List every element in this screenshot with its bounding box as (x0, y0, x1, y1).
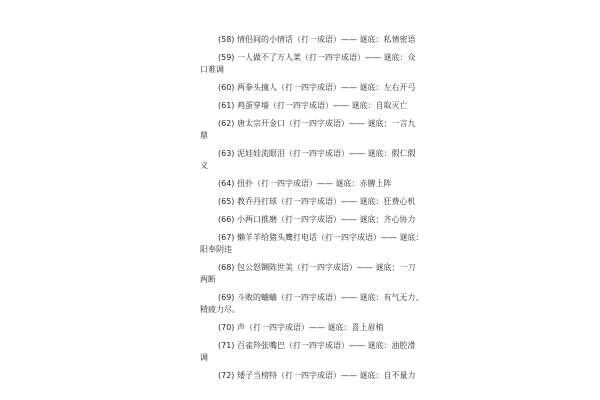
riddle-continuation-line: 鼎 (200, 131, 208, 140)
riddle-continuation-line: 两断 (200, 275, 216, 284)
riddle-line: (61) 鸡蛋穿墙（打一四字成语）—— 谜底：自取灭亡 (218, 101, 408, 110)
riddle-line: (64) 扭扑（打一四字成语）—— 谜底：赤膊上阵 (218, 179, 392, 188)
riddle-line: (59) 一人做不了万人菜（打一四字成语）—— 谜底：众 (218, 53, 416, 62)
riddle-line: (66) 小两口推磨（打一四字成语）—— 谜底：齐心协力 (218, 215, 416, 224)
riddle-continuation-line: 精疲力尽。 (200, 305, 240, 314)
riddle-line: (72) 矮子当榜特（打一四字成语）—— 谜底：自不量力 (218, 371, 416, 380)
riddle-line: (69) 斗败的蛐蛐（打一四字成语）—— 谜底：有气无力、 (218, 293, 424, 302)
riddle-line: (62) 唐太宗开金口（打一四字成语）—— 谜底：一言九 (218, 119, 416, 128)
riddle-line: (68) 包公怒铡陈世美（打一四字成语）—— 谜底：一刀 (218, 263, 416, 272)
riddle-line: (65) 教乔丹打球（打一四字成语）—— 谜底：狂费心机 (218, 197, 416, 206)
riddle-continuation-line: 义 (200, 161, 208, 170)
riddle-line: (63) 泥娃娃流眼泪（打一四字成语）—— 谜底：假仁假 (218, 149, 416, 158)
riddle-line: (60) 两拳头撞人（打一四字成语）—— 谜底：左右开弓 (218, 83, 416, 92)
riddle-continuation-line: 调 (200, 353, 208, 362)
riddle-line: (71) 百雀羚张嘴巴（打一四字成语）—— 谜底：油腔滑 (218, 341, 416, 350)
riddle-line: (70) 声（打一四字成语）—— 谜底：喜上眉梢 (218, 323, 384, 332)
riddle-continuation-line: 阳奉阴违 (200, 245, 232, 254)
riddle-continuation-line: 口难调 (200, 65, 224, 74)
riddle-line: (67) 懒羊羊给猪头鹰打电话（打一四字成语）—— 谜底： (218, 233, 424, 242)
riddle-line: (58) 情侣间的小情话（打一成语）—— 谜底：私情密语 (218, 35, 416, 44)
